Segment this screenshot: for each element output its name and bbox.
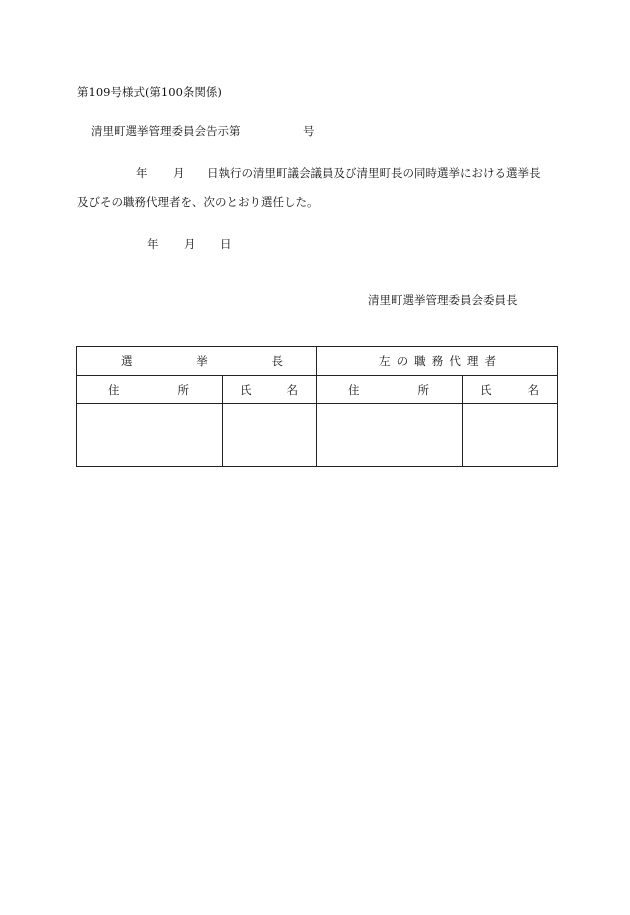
table-row <box>77 404 558 467</box>
body-line-2: 及びその職務代理者を、次のとおり選任した。 <box>77 195 319 209</box>
chief-address-header: 住 所 <box>77 376 223 404</box>
date-month: 月 <box>184 237 196 251</box>
body-year: 年 <box>136 166 148 180</box>
deputy-address-cell <box>317 404 463 467</box>
form-number: 第109号様式(第100条関係) <box>77 85 222 99</box>
deputy-name-header: 氏 名 <box>463 376 558 404</box>
deputy-name-cell <box>463 404 558 467</box>
date-day: 日 <box>220 237 232 251</box>
chief-name-header: 氏 名 <box>223 376 317 404</box>
body-line-1-text: 日執行の清里町議会議員及び清里町長の同時選挙における選挙長 <box>207 166 541 180</box>
date-line <box>77 236 277 252</box>
table-group-header-row <box>77 347 558 376</box>
notice-number-suffix: 号 <box>303 124 315 138</box>
election-chief-header: 選 挙 長 <box>77 347 317 376</box>
notice-heading <box>91 123 315 139</box>
chief-address-cell <box>77 404 223 467</box>
date-year: 年 <box>147 237 159 251</box>
signatory: 清里町選挙管理委員会委員長 <box>368 293 518 307</box>
notice-heading-text: 清里町選挙管理委員会告示第 <box>91 124 241 138</box>
table-sub-header-row <box>77 376 558 404</box>
deputy-header: 左 の 職 務 代 理 者 <box>317 347 558 376</box>
chief-name-cell <box>223 404 317 467</box>
deputy-address-header: 住 所 <box>317 376 463 404</box>
body-month: 月 <box>173 166 185 180</box>
appointees-table <box>76 346 558 467</box>
